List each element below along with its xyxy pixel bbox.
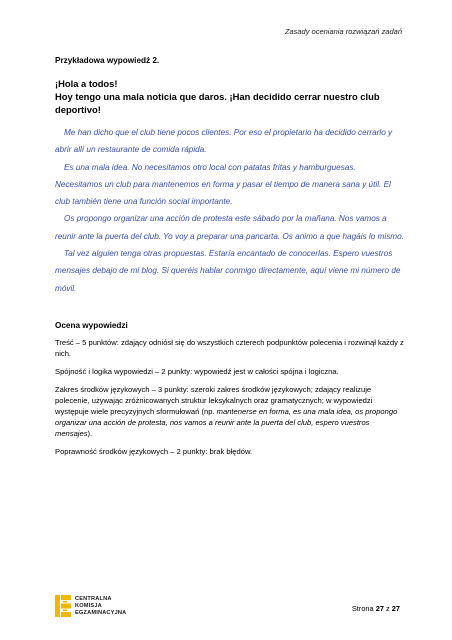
essay-paragraph-1: Me han dicho que el club tiene pocos clientes. Por eso el propietario ha decidido cerrarlo y abrir allí un restaurante de comida rápida.: [55, 128, 393, 155]
page-number: [352, 604, 400, 613]
essay-greeting: ¡Hola a todos!: [55, 78, 118, 89]
essay-heading: [55, 77, 400, 116]
logo-line-3: EGZAMINACYJNA: [75, 609, 127, 616]
essay-body: [55, 124, 405, 297]
cke-logo-icon: [55, 595, 71, 617]
essay-opening: Hoy tengo una mala noticia que daros. ¡Han decidido cerrar nuestro club deportivo!: [55, 91, 380, 115]
evaluation-range: [55, 384, 405, 439]
evaluation-range-examples: mantenerse en forma, es una mala idea, os propongo organizar una acción de protesta, nos vamos a reunir ante la puerta del club, espero vuestros mensajes: [55, 407, 398, 438]
essay-paragraph-3: Os propongo organizar una acción de protesta este sábado por la mañana. Nos vamos a reunir ante la puerta del club. Yo voy a preparar una pancarta. Os animo a que hagáis lo mismo.: [55, 214, 404, 241]
page-current: 27: [375, 604, 384, 613]
page-separator: z: [383, 604, 392, 613]
evaluation-accuracy: Poprawność środków językowych – 2 punkty: brak błędów.: [55, 447, 253, 456]
running-header: Zasady oceniania rozwiązań zadań: [284, 27, 402, 36]
essay-paragraph-4: Tal vez alguien tenga otras propuestas. Estaría encantado de conocerlas. Espero vuestros mensajes debajo de mi blog. Si queréis hablar conmigo directamente, aquí viene mi número de móvil.: [55, 249, 401, 293]
page-total: 27: [391, 604, 400, 613]
logo-line-1: CENTRALNA: [75, 595, 112, 602]
example-title: Przykładowa wypowiedź 2.: [55, 56, 160, 65]
cke-logo-text: [75, 596, 126, 617]
evaluation-coherence: Spójność i logika wypowiedzi – 2 punkty: wypowiedź jest w całości spójna i logiczna.: [55, 367, 339, 376]
cke-logo: [55, 595, 126, 617]
evaluation-range-text: Zakres środków językowych – 3 punkty: szeroki zakres środków językowych; zdający realizuje polecenie, używając zróżnicowanych struktur leksykalnych oraz gramatycznych; w wypowiedzi występuje wiele precyzyjnych sformułowań (np.: [55, 385, 373, 416]
page-prefix: Strona: [351, 604, 376, 613]
evaluation-section: [55, 337, 405, 464]
evaluation-content: Treść – 5 punktów: zdający odniósł się do wszystkich czterech podpunktów polecenia i rozwinął każdy z nich.: [55, 338, 404, 358]
logo-line-2: KOMISJA: [75, 602, 102, 609]
evaluation-title: Ocena wypowiedzi: [55, 321, 128, 330]
evaluation-range-end: ).: [87, 429, 93, 438]
essay-paragraph-2: Es una mala idea. No necesitamos otro local con patatas fritas y hamburguesas. Necesitamos un club para mantenemos en forma y pasar el tiempo de manera sana y útil. El club también tiene una función social importante.: [55, 162, 391, 207]
